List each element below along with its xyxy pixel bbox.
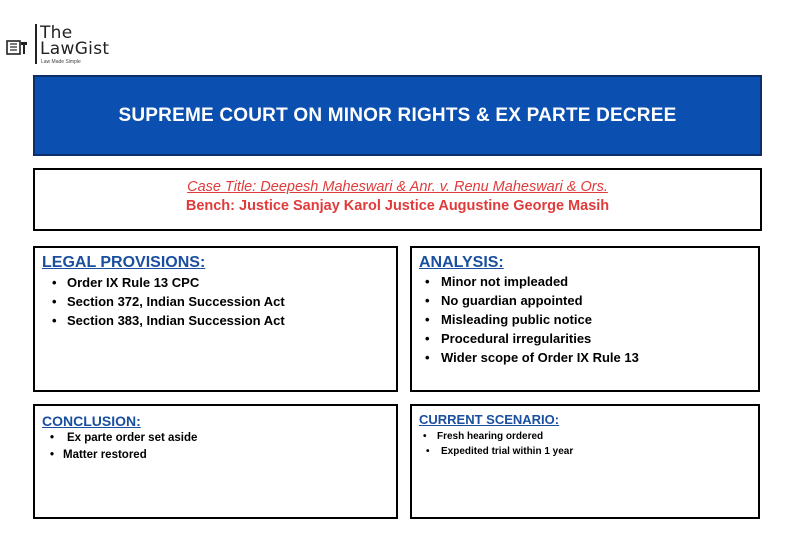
- current-scenario-heading: CURRENT SCENARIO:: [419, 412, 560, 427]
- list-item: • Misleading public notice: [419, 310, 758, 329]
- legal-provisions-heading: LEGAL PROVISIONS:: [42, 254, 206, 271]
- list-item: • Section 372, Indian Succession Act: [42, 292, 396, 311]
- logo-wordmark-the: The: [40, 23, 73, 43]
- list-item: • Order IX Rule 13 CPC: [42, 273, 396, 292]
- list-item: • Expedited trial within 1 year: [419, 444, 758, 459]
- list-item: • Procedural irregularities: [419, 329, 758, 348]
- list-item: • Matter restored: [42, 447, 396, 464]
- list-item: • Wider scope of Order IX Rule 13: [419, 348, 758, 367]
- conclusion-panel: [33, 404, 398, 519]
- legal-book-gavel-icon: [6, 36, 28, 56]
- case-title: Case Title: Deepesh Maheswari & Anr. v. Renu Maheswari & Ors.: [187, 179, 608, 195]
- list-item: • Ex parte order set aside: [42, 430, 396, 447]
- conclusion-list: [42, 430, 396, 464]
- analysis-panel: [410, 246, 760, 392]
- case-bench: Bench: Justice Sanjay Karol Justice Augustine George Masih: [185, 198, 610, 214]
- list-item: • Minor not impleaded: [419, 272, 758, 291]
- logo-tagline: Law Made Simple: [41, 59, 81, 65]
- title-banner: [33, 75, 762, 156]
- logo-divider: [35, 24, 37, 64]
- list-item: • Fresh hearing ordered: [419, 429, 758, 444]
- current-scenario-list: [419, 429, 758, 459]
- logo-wordmark-lawgist: LawGist: [40, 39, 110, 59]
- analysis-list: [419, 272, 758, 367]
- lawgist-logo: [6, 22, 126, 68]
- conclusion-heading: CONCLUSION:: [42, 413, 141, 429]
- legal-provisions-panel: [33, 246, 398, 392]
- current-scenario-panel: [410, 404, 760, 519]
- list-item: • No guardian appointed: [419, 291, 758, 310]
- case-info-box: [33, 168, 762, 231]
- list-item: • Section 383, Indian Succession Act: [42, 311, 396, 330]
- page-title: SUPREME COURT ON MINOR RIGHTS & EX PARTE DECREE: [118, 104, 677, 126]
- legal-provisions-list: [42, 273, 396, 330]
- analysis-heading: ANALYSIS:: [419, 254, 504, 271]
